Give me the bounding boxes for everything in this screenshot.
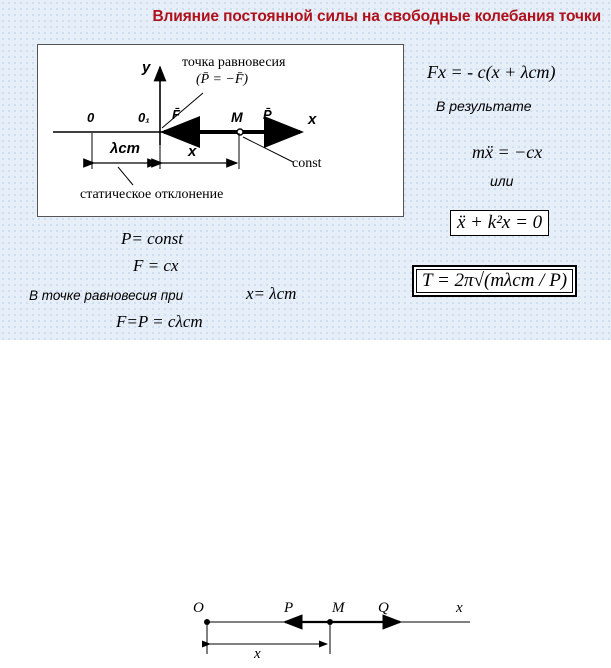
formula-f-p: F=P = cλст [116,312,203,331]
formula-p-const: P= const [121,229,183,248]
lower-label-q: Q [378,600,389,616]
figure-box [37,44,404,217]
eq-leader [162,93,203,128]
force-p-label: P̄ [263,107,272,122]
static-leader [118,167,133,185]
point-m-label: M [231,109,243,125]
x-axis-label: x [308,111,317,128]
lower-section [0,340,611,668]
formula-motion: mẍ = −cx [472,142,543,162]
equilibrium-math: x= λст [246,284,297,303]
lower-label-o: O [193,600,204,616]
lower-label-x-axis: x [456,600,463,616]
lower-label-x-dim: x [254,646,261,662]
formula-fx: Fx = - c(x + λст) [427,62,556,82]
lower-label-p: P [284,600,294,616]
slide-title: Влияние постоянной силы на свободные колебания точки [152,8,601,25]
force-f-label: F̄ [172,107,180,122]
const-label: const [292,156,322,171]
formula-f-cx: F = cx [133,256,179,275]
point-m [237,129,243,135]
x-dim-label: x [188,143,197,160]
eq-label-line2: (P̄ = −F̄) [196,72,249,87]
eq-label-line1: точка равновесия [182,55,286,70]
const-leader [243,137,293,162]
or-text: или [490,173,514,189]
lower-label-m: M [332,600,345,616]
lower-diagram [0,340,611,668]
equilibrium-text: В точке равновесия при [29,288,184,303]
static-deflection-label: статическое отклонение [80,187,224,202]
y-axis-label: y [142,59,151,76]
origin-o-label: 0 [87,110,95,125]
formula-period: T = 2π√(mλcm / P) [412,265,577,297]
formula-diff-eq: ẍ + k²x = 0 [450,210,549,236]
result-text: В результате [436,98,532,114]
lambda-label: λст [110,140,141,157]
origin-o1-label: 0₁ [138,110,150,125]
